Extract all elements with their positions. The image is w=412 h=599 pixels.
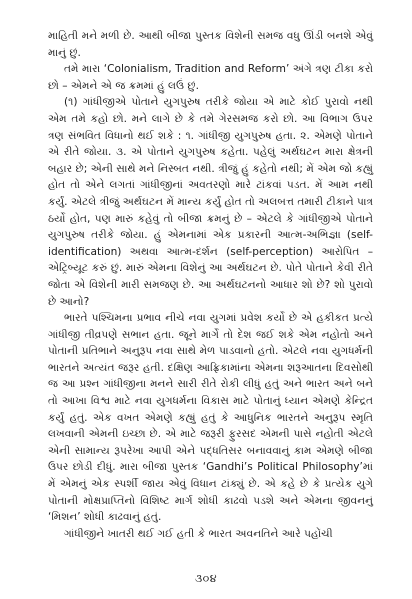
paragraph-point-one: (૧) ગાંધીજીએ પોતાને યુગપુરુષ તરીકે જોયા એ માટે કોઈ પુરાવો નથી એમ તમે કહો છો. મને લાગે છે કે તમે ગેરસમજ કરો છો. આ વિભાગ ઉપર ત્રણ સંભવિત વિધાનો થઈ શકે : ૧. ગાંધીજી યુગપુરુષ હતા. ૨. એમણે પોતાને એ રીતે જોયા. ૩. એ પોતાને યુગપુરુષ કહેતા. પહેલું અર્થઘટન મારા ક્ષેત્રની બહાર છે; એની સાથે મને નિસ્બત નથી. ત્રીજું હું કહેતો નથી; મેં એમ જો કહ્યું હોત તો એને લગતાં ગાંધીજીનાં અવતરણો મારે ટાંકવાં પડત. મેં આમ નથી કર્યું. એટલે ત્રીજું અર્થઘટન મેં માન્ય કર્યું હોત તો અલબત્ત તમારી ટીકાને પાત્ર ઠર્યો હોત, પણ મારું કહેવું તો બીજા ક્રમનું છે – એટલે કે ગાંધીજીએ પોતાને યુગપુરુષ તરીકે જોયા. હું એમનામાં એક પ્રકારની આત્મ-અભિજ્ઞા (self-identification) અથવા આત્મ-દર્શન (self-perception) આરોપિત – એટ્રિબ્યૂટ કરું છું. મારું એમના વિશેનું આ અર્થઘટન છે. પોતે પોતાને કેવી રીતે જોતા એ વિશેની મારી સમજણ છે. આ અર્થઘટનનો આધાર શો છે? શો પુરાવો છે આનો? (48, 96, 373, 308)
body-text (48, 28, 373, 542)
paragraph-critique-intro: તમે મારા ‘Colonialism, Tradition and Reform’ અંગે ત્રણ ટીકા કરો છો – એમને એ જ ક્રમમાં હું લઉં છું. (48, 63, 373, 92)
paragraph-continuation: માહિતી મને મળી છે. આથી બીજા પુસ્તક વિશેની સમજ વધુ ઊંડી બનશે એવું માનું છું. (48, 30, 373, 59)
paragraph-west-influence: ભારતે પશ્ચિમના પ્રભાવ નીચે નવા યુગમાં પ્રવેશ કર્યો છે એ હકીકત પ્રત્યે ગાંધીજી તીવ્રપણે સભાન હતા. જૂને માર્ગે તો દેશ જઈ શકે એમ નહોતો અને પોતાની પ્રતિભાને અનુરૂપ નવા સાથે મેળ પાડવાનો હતો. એટલે નવા યુગધર્મની ભારતને અત્યંત જરૂર હતી. દક્ષિણ આફ્રિકામાંના એમના શરૂઆતના દિવસોથી જ આ પ્રશ્ન ગાંધીજીના મનને સારી રીતે રોકી લીધું હતું અને ભારત અને બને તો આખા વિશ્વ માટે નવા યુગધર્મના વિકાસ માટે પોતાનું ધ્યાન એમણે કેન્દ્રિત કર્યું હતું. એક વખત એમણે કહ્યું હતું કે આધુનિક ભારતને અનુરૂપ સ્મૃતિ લખવાની એમની ઇચ્છા છે. એ માટે જરૂરી ફુરસદ એમની પાસે નહોતી એટલે એની સામાન્ય રૂપરેખા આપી એને પદ્ધતિસર બનાવવાનું કામ એમણે બીજા ઉપર છોડી દીધું. મારા બીજા પુસ્તક ‘Gandhi’s Political Philosophy’માં મેં એમનું એક સ્પર્શી જાય એવું વિધાન ટાંક્યું છે. એ કહે છે કે પ્રત્યેક યુગે પોતાની મોક્ષપ્રાપ્તિનો વિશિષ્ટ માર્ગ શોધી કાઢવો પડશે અને એમના જીવનનું ‘મિશન’ શોધી કાઢવાનું હતું. (48, 312, 373, 524)
paragraph-last-line: ગાંધીજીને ખાતરી થઈ ગઈ હતી કે ભારત અવનતિને આરે પહોંચી (64, 527, 333, 540)
page-number: ૩૦૪ (194, 572, 218, 585)
